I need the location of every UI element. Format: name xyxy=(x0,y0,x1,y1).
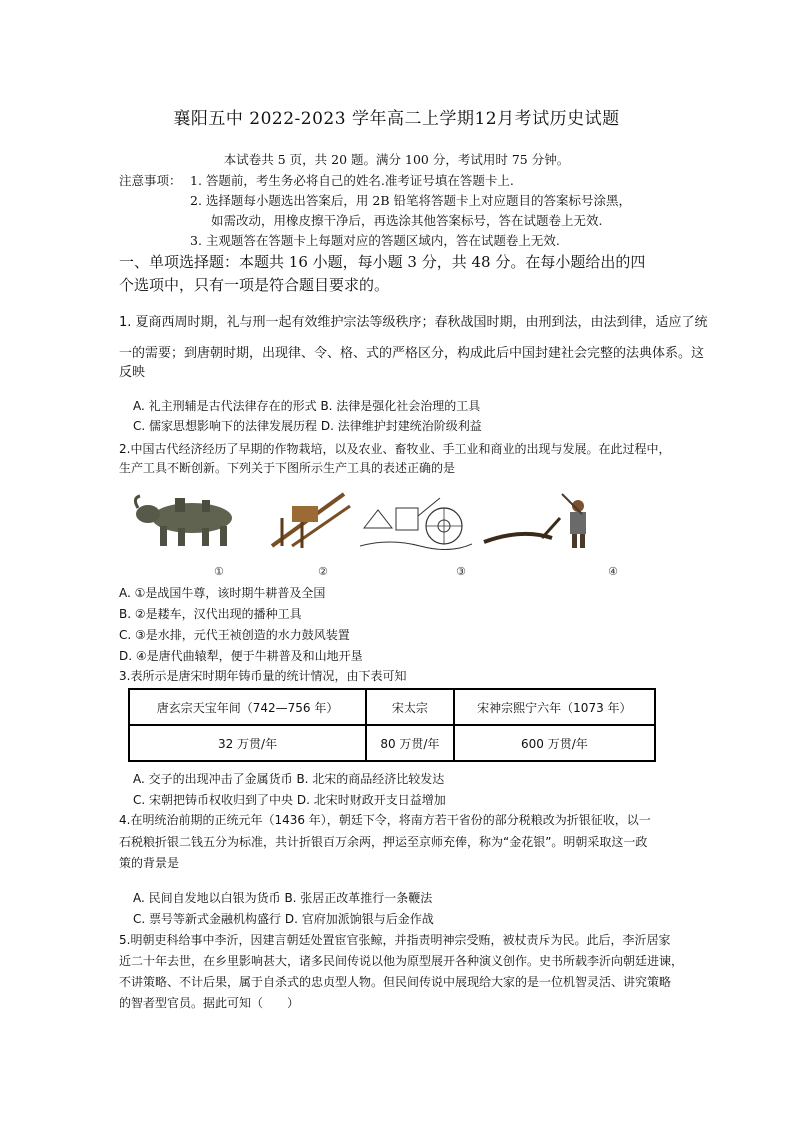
q1-options-cd: C. 儒家思想影响下的法律发展历程 D. 法律维护封建统治阶级利益 xyxy=(133,419,482,433)
q2-option-d: D. ④是唐代曲辕犁，便于牛耕普及和山地开垦 xyxy=(119,649,363,663)
exam-intro: 本试卷共 5 页，共 20 题。满分 100 分，考试用时 75 分钟。 xyxy=(223,152,570,167)
q4-stem-line3: 策的背景是 xyxy=(119,856,180,870)
q5-stem-line2: 近二十年去世，在乡里影响甚大，诸多民间传说以他为原型展开各种演义创作。史书所载李沂向朝廷进谏， xyxy=(119,954,684,968)
q5-stem-line3: 不讲策略、不计后果，属于自杀式的忠贞型人物。但民间传说中展现给大家的是一位机智灵活、讲究策略 xyxy=(119,975,672,989)
q1-stem-line3: 反映 xyxy=(119,365,146,380)
q5-stem-line4: 的智者型官员。据此可知（ ） xyxy=(119,996,300,1010)
q2-option-b: B. ②是耧车，汉代出现的播种工具 xyxy=(119,607,302,621)
note-item-2: 2. 选择题每小题选出答案后，用 2B 铅笔将答题卡上对应题目的答案标号涂黑， xyxy=(190,193,631,208)
q2-label-1: ① xyxy=(214,565,224,578)
ox-zun-image xyxy=(130,488,250,550)
q1-options-ab: A. 礼主刑辅是古代法律存在的形式 B. 法律是强化社会治理的工具 xyxy=(133,399,481,413)
mint-output-table xyxy=(128,688,656,762)
q2-option-c: C. ③是水排，元代王祯创造的水力鼓风装置 xyxy=(119,628,350,642)
q2-label-2: ② xyxy=(318,565,328,578)
table-row xyxy=(129,725,655,761)
q5-stem-line1: 5.明朝吏科给事中李沂，因建言朝廷处置宦官张鲸，并指责明神宗受贿，被杖责斥为民。此后，李沂居家 xyxy=(119,933,671,947)
q4-options-ab: A. 民间自发地以白银为货币 B. 张居正改革推行一条鞭法 xyxy=(133,891,433,905)
seed-drill-image xyxy=(262,488,354,550)
q3-stem: 3.表所示是唐宋时期年铸币量的统计情况，由下表可知 xyxy=(119,669,407,683)
table-cell: 32 万贯/年 xyxy=(129,725,366,761)
note-item-3: 3. 主观题答在答题卡上每题对应的答题区域内，答在试题卷上无效. xyxy=(190,233,560,248)
note-item-2-cont: 如需改动，用橡皮擦干净后，再选涂其他答案标号，答在试题卷上无效. xyxy=(211,213,603,228)
q2-label-4: ④ xyxy=(608,565,618,578)
table-header-cell: 宋太宗 xyxy=(366,689,454,725)
q3-options-ab: A. 交子的出现冲击了金属货币 B. 北宋的商品经济比较发达 xyxy=(133,772,445,786)
q4-stem-line2: 石税粮折银二钱五分为标准，共计折银百万余两，押运至京师充俸，称为“金花银”。明朝采取这一政 xyxy=(119,835,648,849)
section-heading-line1: 一、单项选择题：本题共 16 小题，每小题 3 分，共 48 分。在每小题给出的四 xyxy=(119,253,646,271)
table-header-cell: 唐玄宗天宝年间（742—756 年） xyxy=(129,689,366,725)
water-bellows-image xyxy=(360,488,472,550)
q2-stem-line2: 生产工具不断创新。下列关于下图所示生产工具的表述正确的是 xyxy=(119,461,456,475)
note-item-1: 1. 答题前，考生务必将自己的姓名.准考证号填在答题卡上. xyxy=(190,173,514,188)
section-heading-line2: 个选项中，只有一项是符合题目要求的。 xyxy=(119,276,390,294)
page-title: 襄阳五中 2022-2023 学年高二上学期12月考试历史试题 xyxy=(173,109,620,129)
q4-stem-line1: 4.在明统治前期的正统元年（1436 年），朝廷下令，将南方若干省份的部分税粮改为折银征收，以一 xyxy=(119,813,651,827)
q1-stem-line2: 一的需要；到唐朝时期，出现律、令、格、式的严格区分，构成此后中国封建社会完整的法典体系。这 xyxy=(119,346,705,361)
q4-options-cd: C. 票号等新式金融机构盛行 D. 官府加派饷银与后金作战 xyxy=(133,912,434,926)
notes-label: 注意事项： xyxy=(119,173,182,188)
table-header-cell: 宋神宗熙宁六年（1073 年） xyxy=(454,689,655,725)
q2-stem-line1: 2.中国古代经济经历了早期的作物栽培，以及农业、畜牧业、手工业和商业的出现与发展。在此过程中， xyxy=(119,442,671,456)
q2-label-3: ③ xyxy=(456,565,466,578)
q1-stem-line1: 1. 夏商西周时期，礼与刑一起有效维护宗法等级秩序；春秋战国时期，由刑到法，由法到律，适应了统 xyxy=(119,315,708,330)
table-cell: 80 万贯/年 xyxy=(366,725,454,761)
table-row xyxy=(129,689,655,725)
plough-image xyxy=(482,488,602,550)
q2-option-a: A. ①是战国牛尊，该时期牛耕普及全国 xyxy=(119,586,326,600)
table-cell: 600 万贯/年 xyxy=(454,725,655,761)
q3-options-cd: C. 宋朝把铸币权收归到了中央 D. 北宋时财政开支日益增加 xyxy=(133,793,446,807)
